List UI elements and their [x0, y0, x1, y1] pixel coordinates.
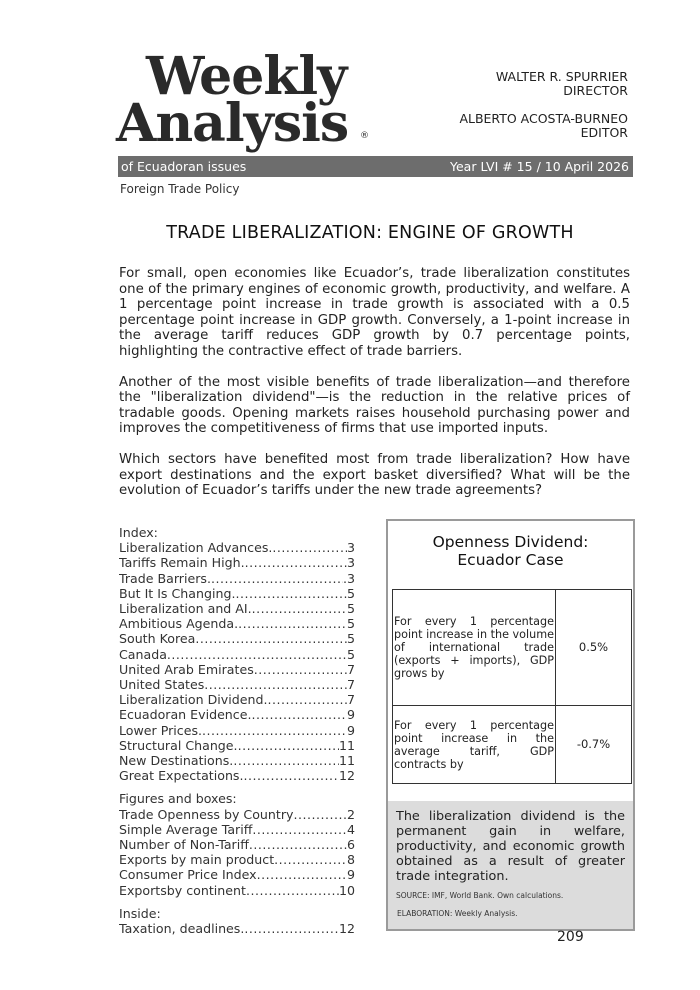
index-entry — [119, 753, 355, 768]
dot-leader — [267, 692, 347, 707]
dot-leader — [257, 867, 347, 882]
dot-leader — [238, 616, 347, 631]
index-entry — [119, 601, 355, 616]
issue-number-date: Year LVI # 15 / 10 April 2026 — [450, 159, 629, 174]
row-description: For every 1 percentage point increase in the volume of international trade (exports + imports), GDP grows by — [393, 590, 556, 706]
index-entry-label: Liberalization Advances. — [119, 540, 273, 556]
index-entry-label: Number of Non-Tariff — [119, 837, 249, 853]
index-entry-label: Taxation, deadlines. — [119, 921, 245, 937]
dot-leader — [238, 738, 339, 753]
box-footer-text: The liberalization dividend is the permanent gain in welfare, productivity, and economic growth obtained as a result of greater trade integration. — [396, 809, 625, 884]
issue-bar — [118, 156, 633, 177]
index-entry-page: 9 — [346, 707, 355, 723]
index-entry-label: New Destinations. — [119, 753, 234, 769]
index-entry — [119, 807, 355, 822]
inside-heading: Inside: — [119, 905, 161, 921]
index-entry — [119, 852, 355, 867]
index-entry — [119, 662, 355, 677]
dot-leader — [202, 723, 347, 738]
figures-heading: Figures and boxes: — [119, 791, 237, 807]
inside-items — [119, 921, 355, 936]
index-entry-label: Trade Barriers. — [119, 570, 211, 586]
index-heading: Index: — [119, 525, 158, 540]
index-entry — [119, 768, 355, 783]
dot-leader — [167, 647, 347, 662]
table-of-contents — [119, 525, 355, 936]
openness-dividend-box — [386, 519, 635, 931]
index-entry-page: 7 — [346, 692, 355, 708]
paragraph: For small, open economies like Ecuador’s, trade liberalization constitutes one of the primary engines of economic growth, productivity, and welfare. A 1 percentage point increase in trade growth is associated with a 0.5 percentage point increase in GDP growth. Conversely, a 1-point increase in the average tariff reduces GDP growth by 0.7 percentage points, highlighting the contractive effect of trade barriers. — [119, 266, 630, 359]
director-role: DIRECTOR — [563, 83, 628, 98]
index-entry — [119, 707, 355, 722]
index-entry-label: Tariffs Remain High. — [119, 555, 245, 571]
article-title: TRADE LIBERALIZATION: ENGINE OF GROWTH — [166, 223, 574, 243]
index-entry — [119, 837, 355, 852]
box-source: SOURCE: IMF, World Bank. Own calculations. — [396, 891, 564, 900]
editor-name: ALBERTO ACOSTA-BURNEO — [459, 111, 628, 126]
index-entry-label: United States — [119, 677, 205, 693]
index-entry-page: .3 — [342, 570, 355, 586]
index-entry-label: But It Is Changing. — [119, 585, 236, 601]
dot-leader — [246, 883, 339, 898]
index-entry-page: 12 — [338, 768, 355, 784]
index-entry — [119, 555, 355, 570]
dot-leader — [252, 822, 347, 837]
index-entry-label: United Arab Emirates — [119, 661, 254, 677]
index-entry-label: South Korea — [119, 631, 196, 647]
dot-leader — [233, 753, 339, 768]
dot-leader — [274, 852, 347, 867]
index-entry-page: 7 — [346, 661, 355, 677]
index-entry — [119, 822, 355, 837]
index-entry-page: 4 — [346, 821, 355, 837]
index-entry-label: Exportsby continent — [119, 882, 246, 898]
dot-leader — [245, 555, 347, 570]
index-entry-label: Liberalization Dividend. — [119, 692, 268, 708]
dot-leader — [249, 837, 347, 852]
index-entry-page: 3 — [346, 540, 355, 556]
row-value: 0.5% — [556, 590, 632, 706]
row-value: -0.7% — [556, 706, 632, 784]
index-entry-label: Lower Prices. — [119, 722, 203, 738]
article-body — [119, 266, 630, 514]
index-entry-page: 10 — [338, 882, 355, 898]
index-entry-page: 7 — [346, 677, 355, 693]
index-entry-page: 5 — [346, 601, 355, 617]
dot-leader — [251, 707, 347, 722]
paragraph: Another of the most visible benefits of trade liberalization—and therefore the "liberalization dividend"—is the reduction in the relative prices of tradable goods. Opening markets raises household purchasing power and improves the competitiveness of firms that use imported inputs. — [119, 374, 630, 436]
index-entry-page: 11 — [338, 737, 355, 753]
index-entry-label: Trade Openness by Country — [119, 806, 294, 822]
editor-role: EDITOR — [580, 125, 628, 140]
dot-leader — [254, 662, 347, 677]
index-items — [119, 540, 355, 783]
registered-mark: ® — [360, 131, 369, 141]
index-entry-page: 6 — [346, 837, 355, 853]
paragraph: Which sectors have benefited most from trade liberalization? How have export destinations and the export basket diversified? What will be the evolution of Ecuador’s tariffs under the new trade agreements? — [119, 452, 630, 498]
dot-leader — [244, 768, 339, 783]
table-row — [393, 706, 632, 784]
figure-items — [119, 807, 355, 898]
index-entry-label: Canada — [119, 646, 167, 662]
dot-leader — [293, 807, 347, 822]
dividend-table — [392, 589, 632, 784]
index-entry-label: Ambitious Agenda. — [119, 616, 239, 632]
box-title — [388, 533, 633, 569]
index-entry-label: Ecuadoran Evidence. — [119, 707, 252, 723]
dot-leader — [252, 601, 347, 616]
index-entry — [119, 631, 355, 646]
dot-leader — [235, 586, 347, 601]
index-entry-page: 9 — [346, 867, 355, 883]
weekly-analysis-logo — [116, 46, 376, 154]
index-entry-label: Structural Change. — [119, 737, 238, 753]
row-description: For every 1 percentage point increase in the average tariff, GDP contracts by — [393, 706, 556, 784]
logo-line-2: Analysis — [116, 93, 349, 154]
index-entry-label: Exports by main product — [119, 852, 275, 868]
index-entry — [119, 738, 355, 753]
dot-leader — [272, 540, 347, 555]
index-entry-label: Liberalization and AI. — [119, 601, 252, 617]
index-entry-page: 12 — [338, 921, 355, 937]
director-name: WALTER R. SPURRIER — [495, 69, 628, 84]
issue-subtitle: of Ecuadoran issues — [121, 159, 247, 174]
index-entry-page: 8 — [346, 852, 355, 868]
index-entry — [119, 883, 355, 898]
index-entry — [119, 723, 355, 738]
box-title-line-1: Openness Dividend: — [432, 533, 589, 551]
index-entry-page: 9 — [346, 722, 355, 738]
box-title-line-2: Ecuador Case — [457, 551, 564, 569]
index-entry-page: 2 — [346, 806, 355, 822]
dot-leader — [195, 631, 347, 646]
box-elaboration: ELABORATION: Weekly Analysis. — [397, 909, 518, 918]
table-row — [393, 590, 632, 706]
index-entry — [119, 571, 355, 586]
dot-leader — [244, 921, 339, 936]
page-number: 209 — [557, 929, 584, 945]
index-entry-page: 5 — [346, 616, 355, 632]
logo-line-1: Weekly — [146, 46, 347, 107]
index-entry-page: 5 — [346, 585, 355, 601]
masthead-credits — [459, 70, 628, 140]
index-entry-page: 11 — [338, 753, 355, 769]
index-entry — [119, 586, 355, 601]
section-label: Foreign Trade Policy — [120, 182, 240, 196]
index-entry-label: Consumer Price Index — [119, 867, 257, 883]
index-entry — [119, 616, 355, 631]
index-entry — [119, 921, 355, 936]
index-entry-page: 3 — [346, 555, 355, 571]
dot-leader — [204, 677, 347, 692]
dot-leader — [211, 571, 343, 586]
index-entry — [119, 647, 355, 662]
index-entry — [119, 867, 355, 882]
index-entry — [119, 692, 355, 707]
index-entry — [119, 677, 355, 692]
index-entry-label: Simple Average Tariff — [119, 821, 253, 837]
index-entry-page: 5 — [346, 646, 355, 662]
index-entry-page: 5 — [346, 631, 355, 647]
index-entry — [119, 540, 355, 555]
box-footer — [388, 801, 633, 929]
index-entry-label: Great Expectations. — [119, 768, 244, 784]
